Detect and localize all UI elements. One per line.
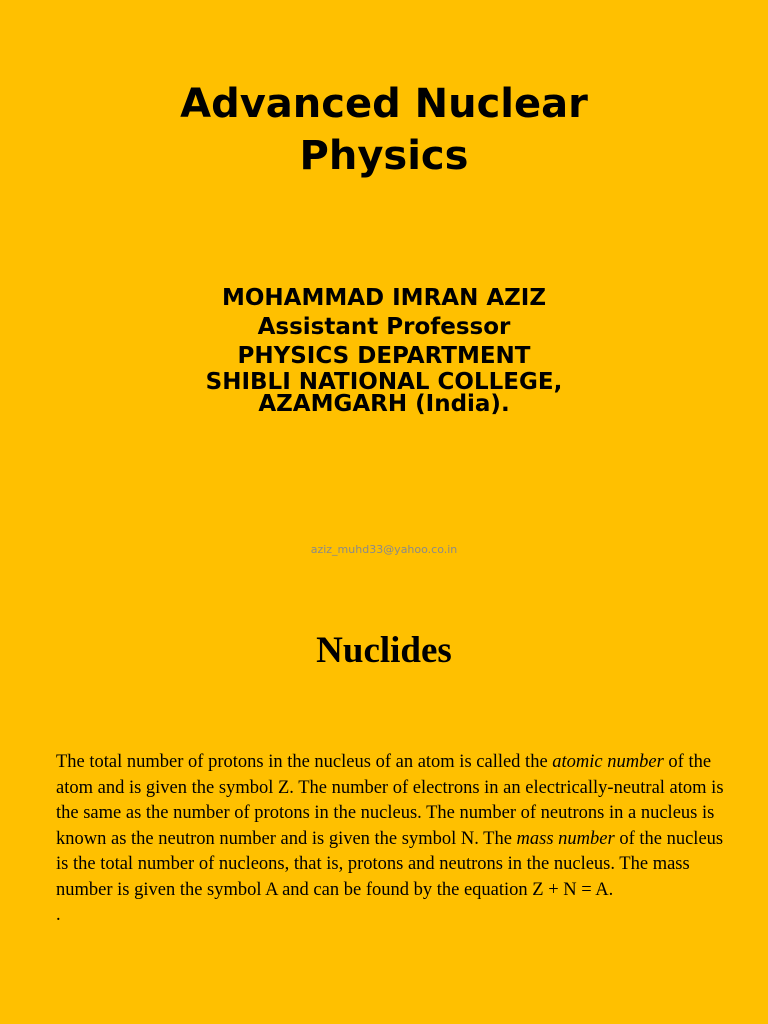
author-location: AZAMGARH (India). bbox=[258, 391, 510, 417]
body-paragraph bbox=[56, 750, 726, 929]
author-block bbox=[0, 284, 768, 415]
body-text-part-2: of the atom and is given the symbol Z. The number of electrons in an electrically-neutral atom is the same as the number of protons in the nucleus. The number of neutrons in a nucleus is known as the neutron number and is given the symbol N. The bbox=[56, 752, 724, 849]
trailing-period: . bbox=[56, 905, 61, 925]
author-department: PHYSICS DEPARTMENT bbox=[237, 343, 531, 369]
slide-title bbox=[0, 78, 768, 182]
author-position: Assistant Professor bbox=[257, 314, 511, 340]
email-address: aziz_muhd33@yahoo.co.in bbox=[310, 543, 458, 556]
author-name: MOHAMMAD IMRAN AZIZ bbox=[221, 285, 547, 311]
term-atomic-number: atomic number bbox=[552, 752, 664, 772]
section-heading: Nuclides bbox=[316, 630, 452, 671]
term-mass-number: mass number bbox=[516, 828, 615, 849]
title-line-2: Physics bbox=[299, 133, 469, 179]
body-text-part-1: The total number of protons in the nucleus of an atom is called the bbox=[56, 752, 553, 772]
body-text-part-3: of the nucleus is the total number of nucleons, that is, protons and neutrons in the nucleus. The mass number is given the symbol A and can be found by the equation Z + N = A. bbox=[56, 828, 724, 900]
author-college: SHIBLI NATIONAL COLLEGE, bbox=[205, 369, 563, 395]
title-line-1: Advanced Nuclear bbox=[180, 81, 588, 127]
